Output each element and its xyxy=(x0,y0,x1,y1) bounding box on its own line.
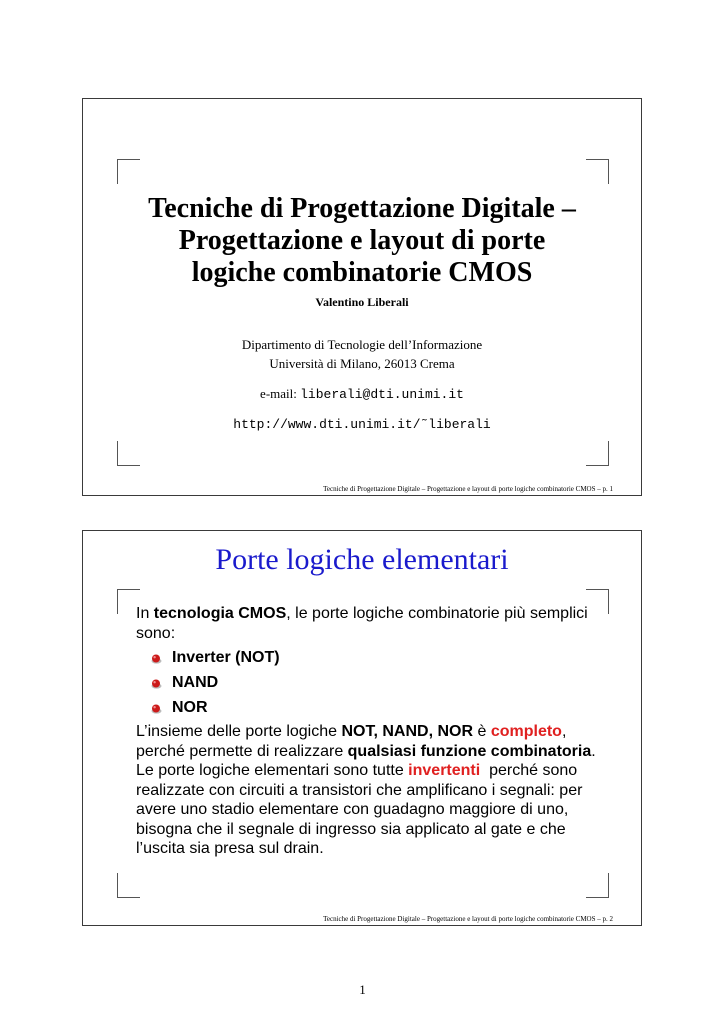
para2-bold-function: qualsiasi funzione combinatoria xyxy=(347,742,592,760)
para2-text: L’insieme delle porte logiche xyxy=(136,723,342,740)
title-line-2: Progettazione e layout di porte xyxy=(178,225,546,256)
corner-mark-top-right xyxy=(586,159,609,184)
list-item xyxy=(150,695,606,720)
corner-mark-bottom-right xyxy=(586,441,609,466)
university: Università di Milano, 26013 Crema xyxy=(269,356,455,371)
department: Dipartimento di Tecnologie dell’Informazione xyxy=(241,337,483,352)
gate-list xyxy=(136,645,606,720)
corner-mark-bottom-left xyxy=(117,441,140,466)
para2-bold-gates: NOT, NAND, NOR xyxy=(341,723,474,740)
intro-text-end: , le porte logiche combinatorie più semplici sono: xyxy=(136,605,588,642)
homepage-url[interactable]: http://www.dti.unimi.it/˜liberali xyxy=(233,417,491,432)
intro-bold: tecnologia CMOS xyxy=(153,605,287,622)
intro-paragraph xyxy=(136,604,606,643)
para3-text: perché sono realizzate con circuiti a transistori che amplificano i segnali: per avere uno stadio elementare con guadagno maggiore di uno, bisogna che il segnale di ingresso sia applicato al gate e che l’uscita sia presa sul drain. xyxy=(136,762,587,857)
author-name: Valentino Liberali xyxy=(315,295,409,309)
slide-1 xyxy=(82,98,642,496)
bullet-ball-icon xyxy=(150,703,162,715)
para3-text: Le porte logiche elementari sono tutte xyxy=(136,762,409,779)
para2-text: . xyxy=(591,742,596,760)
page-number: 1 xyxy=(359,982,366,997)
title-line-1: Tecniche di Progettazione Digitale – xyxy=(148,193,576,224)
title-line-3: logiche combinatorie CMOS xyxy=(191,257,533,288)
para3-highlight-inverting: invertenti xyxy=(408,762,481,779)
slide-2-body xyxy=(136,604,606,859)
para2-text: , perché permette di realizzare xyxy=(136,723,567,760)
slide-1-title xyxy=(83,193,641,289)
slide-2 xyxy=(82,530,642,926)
corner-mark-bottom-right xyxy=(586,873,609,898)
corner-mark-bottom-left xyxy=(117,873,140,898)
inverting-paragraph xyxy=(136,761,606,859)
bullet-text: NAND xyxy=(172,674,219,691)
para2-text: è xyxy=(473,723,491,740)
email-label: e-mail: xyxy=(260,386,297,401)
bullet-ball-icon xyxy=(150,678,162,690)
email-line xyxy=(83,386,641,402)
affiliation xyxy=(83,335,641,373)
slide-2-footer: Tecniche di Progettazione Digitale – Progettazione e layout di porte logiche combinatorie CMOS – p. 2 xyxy=(323,915,613,923)
list-item xyxy=(150,645,606,670)
bullet-ball-icon xyxy=(150,653,162,665)
bullet-text: NOR xyxy=(172,699,208,716)
bullet-text: Inverter (NOT) xyxy=(172,649,280,666)
para2-highlight-complete: completo xyxy=(490,723,562,740)
slide-2-title: Porte logiche elementari xyxy=(215,543,509,576)
email-address[interactable]: liberali@dti.unimi.it xyxy=(300,387,464,402)
intro-text: In xyxy=(136,605,154,622)
completeness-paragraph xyxy=(136,722,606,761)
corner-mark-top-left xyxy=(117,159,140,184)
list-item xyxy=(150,670,606,695)
slide-1-footer: Tecniche di Progettazione Digitale – Progettazione e layout di porte logiche combinatorie CMOS – p. 1 xyxy=(323,485,613,493)
